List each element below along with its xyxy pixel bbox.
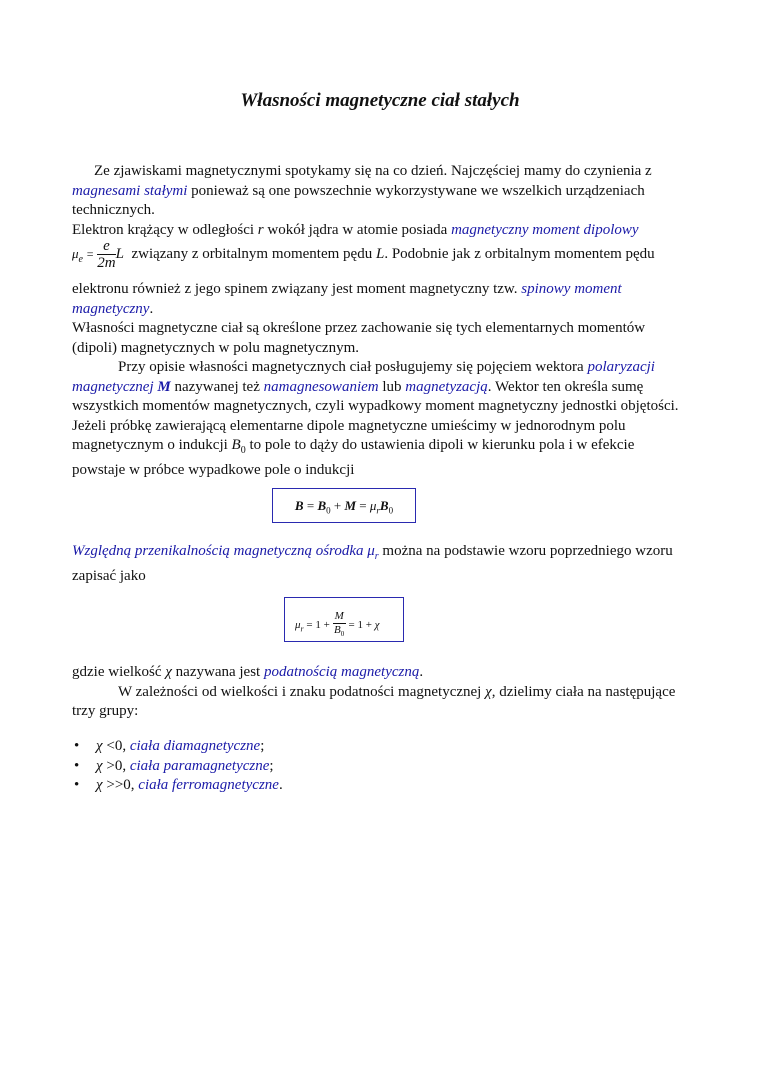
equation-permeability-box [284, 597, 404, 642]
polarization-text-1: Przy opisie własności magnetycznych ciał posługujemy się pojęciem wektora [118, 359, 584, 375]
eq2-equals-2: = [359, 498, 367, 513]
eq1-denominator: 2m [97, 255, 116, 271]
eq3-mu: μ [295, 619, 301, 632]
chi-symbol: χ [165, 664, 172, 680]
eq2-B0b-sub: 0 [388, 505, 394, 516]
bullet-icon: • [74, 777, 80, 793]
group-end: . [278, 777, 283, 793]
susceptibility-text-3: . [419, 664, 424, 680]
vector-M: M [157, 378, 171, 395]
eq1-fraction [97, 238, 115, 271]
intro-text-2: ponieważ są one powszechnie wykorzystywane we wszelkich urządzeniach technicznych. [72, 182, 645, 218]
eq2-equals-1: = [306, 498, 315, 513]
eq2-mu-sub: r [376, 505, 380, 516]
eq2-B: B [294, 498, 304, 513]
group-end: ; [269, 757, 274, 774]
link-spin-moment[interactable]: spinowy moment magnetyczny [72, 281, 622, 317]
polarization-text-5: to pole to dąży do ustawienia dipoli w kierunku pola i w efekcie powstaje w próbce wypadkowe pole o indukcji [72, 437, 635, 478]
eq3-numerator: M [334, 610, 344, 622]
group-condition: >>0, [102, 777, 139, 793]
eq3-equals-2: = 1 + [348, 619, 372, 632]
group-chi: χ [96, 738, 103, 754]
spin-text-2: . [149, 300, 154, 317]
equation-induction-box [272, 488, 416, 523]
eq3-chi: χ [374, 619, 380, 632]
chi-symbol-2: χ [485, 683, 492, 700]
eq1-equals: = [86, 246, 94, 261]
B0-sub: 0 [240, 445, 246, 456]
link-ferromagnetic[interactable]: ciała ferromagnetyczne [138, 777, 279, 793]
polarization-text-3: lub [382, 378, 402, 395]
list-item [72, 757, 283, 777]
polarization-text-4: . Wektor ten określa sumę wszystkich momentów magnetycznych, czyli wypadkowy moment magnetyczny jednostki objętości. Jeżeli próbkę zawierającą elementarne dipole magnetyczne umieścimy w jednorodnym polu magnetycznym o indukcji [72, 378, 679, 453]
distance-r: r [257, 221, 264, 238]
link-magnetic-polarization[interactable]: polaryzacji magnetycznej [72, 359, 655, 395]
link-paramagnetic[interactable]: ciała paramagnetyczne [129, 757, 270, 774]
B0-symbol: B [231, 437, 241, 453]
paragraph-spin [72, 280, 687, 480]
page-title: Własności magnetyczne ciał stałych [240, 90, 520, 111]
eq2-mu: μ [369, 498, 377, 513]
bullet-icon: • [74, 757, 80, 774]
eq3-denominator: B [334, 624, 341, 636]
link-magnetic-dipole-moment[interactable]: magnetyczny moment dipolowy [451, 221, 639, 238]
polarization-text-2: nazywanej też [174, 378, 260, 395]
group-end: ; [260, 738, 265, 754]
paragraph-susceptibility [72, 663, 687, 722]
link-diamagnetic[interactable]: ciała diamagnetyczne [129, 738, 261, 754]
eq3-mu-sub: r [300, 624, 304, 634]
group-condition: >0, [102, 757, 130, 774]
paragraph-intro [72, 162, 687, 240]
eq1-L-text: L [375, 245, 385, 262]
eq1-numerator: e [97, 238, 115, 255]
group-condition: <0, [102, 738, 130, 754]
eq2-M: M [344, 498, 357, 513]
intro-text-1: Ze zjawiskami magnetycznymi spotykamy się na co dzień. Najczęściej mamy do czynienia z [94, 163, 652, 179]
list-item [72, 776, 283, 796]
paragraph-permeability [72, 542, 687, 586]
group-chi: χ [96, 757, 103, 774]
link-namagnesowanie[interactable]: namagnesowaniem [263, 378, 379, 395]
permeability-text: można na podstawie wzoru poprzedniego wzoru zapisać jako [72, 543, 673, 584]
eq1-text-1: związany z orbitalnym momentem pędu [131, 245, 373, 262]
eq2-B0-sub: 0 [326, 505, 331, 516]
susceptibility-text-1: gdzie wielkość [72, 664, 162, 680]
eq2-B0b: B [379, 498, 389, 513]
mu-r-sub: r [374, 551, 379, 562]
groups-intro-text-2: , dzielimy ciała na następujące trzy grupy: [72, 683, 676, 719]
group-chi: χ [96, 777, 103, 793]
electron-text-2: wokół jądra w atomie posiada [267, 221, 448, 238]
mu-r-symbol: μ [367, 543, 375, 559]
properties-text: Własności magnetyczne ciał są określone przez zachowanie się tych elementarnych momentów (dipoli) magnetycznych w polu magnetycznym. [72, 320, 646, 356]
link-magnetyzacja[interactable]: magnetyzacją [405, 378, 488, 395]
eq2-plus: + [333, 498, 342, 513]
groups-intro-text-1: W zależności od wielkości i znaku podatności magnetycznej [118, 683, 482, 700]
eq1-mu: μ [72, 245, 79, 261]
eq3-equals-1: = 1 + [306, 619, 330, 632]
equation-orbital-moment [72, 238, 655, 271]
susceptibility-text-2: nazywana jest [175, 664, 261, 680]
eq1-L: L [115, 245, 124, 262]
electron-text-1: Elektron krążący w odległości [72, 221, 255, 238]
eq1-text-2: . Podobnie jak z orbitalnym momentem pędu [384, 245, 655, 262]
eq3-fraction [333, 610, 346, 641]
eq3-den-sub: 0 [340, 630, 345, 639]
eq2-B0: B [317, 498, 327, 513]
spin-text-1: elektronu również z jego spinem związany jest moment magnetyczny tzw. [72, 281, 518, 297]
bullet-icon: • [74, 738, 80, 754]
link-relative-permeability[interactable]: Względną przenikalnością magnetyczną ośrodka [72, 543, 364, 559]
material-groups-list [72, 737, 283, 796]
link-magnetic-susceptibility[interactable]: podatnością magnetyczną [263, 664, 420, 680]
link-permanent-magnets[interactable]: magnesami stałymi [72, 182, 188, 199]
list-item [72, 737, 283, 757]
eq1-mu-sub: e [78, 253, 83, 265]
